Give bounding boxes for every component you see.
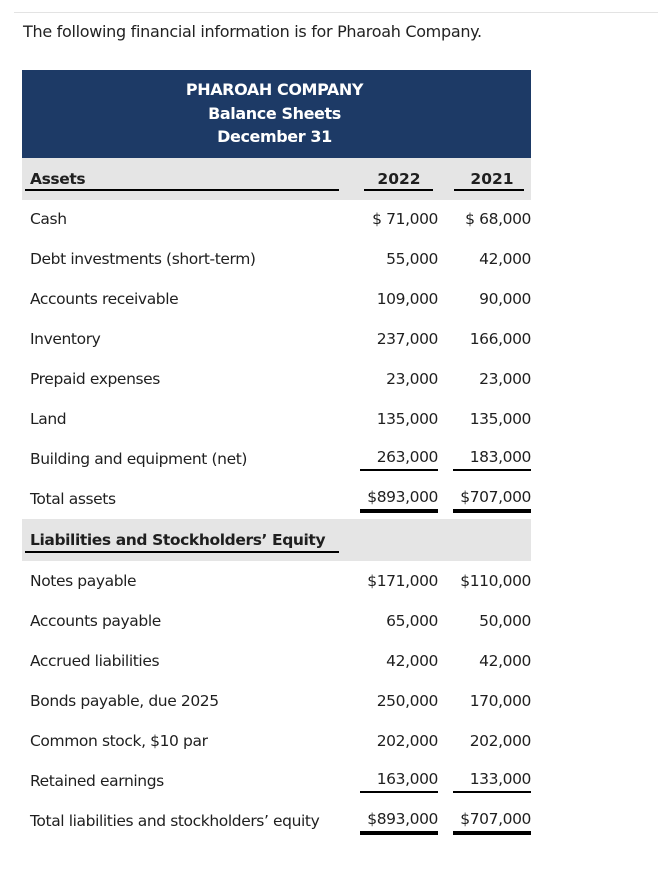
total-underline-2021 — [453, 831, 531, 835]
subtotal-underline-2021 — [453, 791, 531, 793]
year-2022-heading: 2022 — [377, 170, 421, 188]
value-2021: $ 68,000 — [465, 210, 531, 228]
value-2022: 263,000 — [376, 448, 438, 466]
row-label: Cash — [30, 210, 67, 228]
row-label: Prepaid expenses — [30, 370, 160, 388]
table-row — [22, 239, 531, 279]
total-underline-2021 — [453, 509, 531, 513]
value-2021: $707,000 — [460, 488, 531, 506]
table-row — [22, 681, 531, 721]
table-row — [22, 641, 531, 681]
row-label: Debt investments (short-term) — [30, 250, 256, 268]
table-row — [22, 761, 531, 801]
statement-header — [22, 70, 531, 158]
year-2022-underline — [364, 189, 433, 191]
table-row — [22, 721, 531, 761]
subtotal-underline-2022 — [360, 791, 438, 793]
table-row — [22, 359, 531, 399]
intro-text: The following financial information is for Pharoah Company. — [23, 22, 482, 41]
row-label: Accrued liabilities — [30, 652, 160, 670]
assets-header-row — [22, 158, 531, 200]
total-assets-row — [22, 479, 531, 519]
row-label: Accounts receivable — [30, 290, 179, 308]
row-label: Total assets — [30, 490, 116, 508]
company-name: PHAROAH COMPANY — [185, 80, 364, 99]
table-row — [22, 561, 531, 601]
value-2022: 23,000 — [386, 370, 438, 388]
table-row — [22, 279, 531, 319]
value-2022: 237,000 — [376, 330, 438, 348]
row-label: Inventory — [30, 330, 101, 348]
table-row — [22, 399, 531, 439]
year-2021-underline — [454, 189, 524, 191]
year-2021-heading: 2021 — [470, 170, 514, 188]
value-2021: 23,000 — [479, 370, 531, 388]
value-2021: 135,000 — [469, 410, 531, 428]
subtotal-underline-2022 — [360, 469, 438, 471]
statement-name: Balance Sheets — [208, 104, 341, 123]
value-2022: 163,000 — [376, 770, 438, 788]
value-2021: 170,000 — [469, 692, 531, 710]
row-label: Bonds payable, due 2025 — [30, 692, 219, 710]
value-2021: 183,000 — [469, 448, 531, 466]
total-underline-2022 — [360, 831, 438, 835]
subtotal-underline-2021 — [453, 469, 531, 471]
row-label: Total liabilities and stockholders’ equity — [30, 812, 320, 830]
liabilities-heading: Liabilities and Stockholders’ Equity — [30, 531, 326, 549]
assets-heading-underline — [25, 189, 339, 191]
value-2021: 202,000 — [469, 732, 531, 750]
liabilities-header-row — [22, 519, 531, 561]
value-2021: $707,000 — [460, 810, 531, 828]
value-2021: 42,000 — [479, 250, 531, 268]
value-2022: 135,000 — [376, 410, 438, 428]
value-2022: $893,000 — [367, 488, 438, 506]
value-2022: 202,000 — [376, 732, 438, 750]
statement-date: December 31 — [217, 127, 332, 146]
row-label: Common stock, $10 par — [30, 732, 208, 750]
value-2022: $ 71,000 — [372, 210, 438, 228]
row-label: Building and equipment (net) — [30, 450, 248, 468]
row-label: Notes payable — [30, 572, 137, 590]
top-divider — [14, 12, 658, 13]
value-2021: 133,000 — [469, 770, 531, 788]
table-row — [22, 319, 531, 359]
value-2022: 42,000 — [386, 652, 438, 670]
table-row — [22, 601, 531, 641]
row-label: Land — [30, 410, 67, 428]
liabilities-heading-underline — [25, 551, 339, 553]
value-2022: 65,000 — [386, 612, 438, 630]
value-2021: 42,000 — [479, 652, 531, 670]
assets-heading: Assets — [30, 170, 86, 188]
row-label: Retained earnings — [30, 772, 164, 790]
table-row — [22, 199, 531, 239]
value-2022: $893,000 — [367, 810, 438, 828]
table-row — [22, 439, 531, 479]
total-liabilities-equity-row — [22, 801, 531, 841]
value-2021: 90,000 — [479, 290, 531, 308]
value-2021: $110,000 — [460, 572, 531, 590]
value-2021: 50,000 — [479, 612, 531, 630]
value-2022: $171,000 — [367, 572, 438, 590]
row-label: Accounts payable — [30, 612, 161, 630]
total-underline-2022 — [360, 509, 438, 513]
value-2022: 250,000 — [376, 692, 438, 710]
value-2022: 109,000 — [376, 290, 438, 308]
value-2021: 166,000 — [469, 330, 531, 348]
value-2022: 55,000 — [386, 250, 438, 268]
